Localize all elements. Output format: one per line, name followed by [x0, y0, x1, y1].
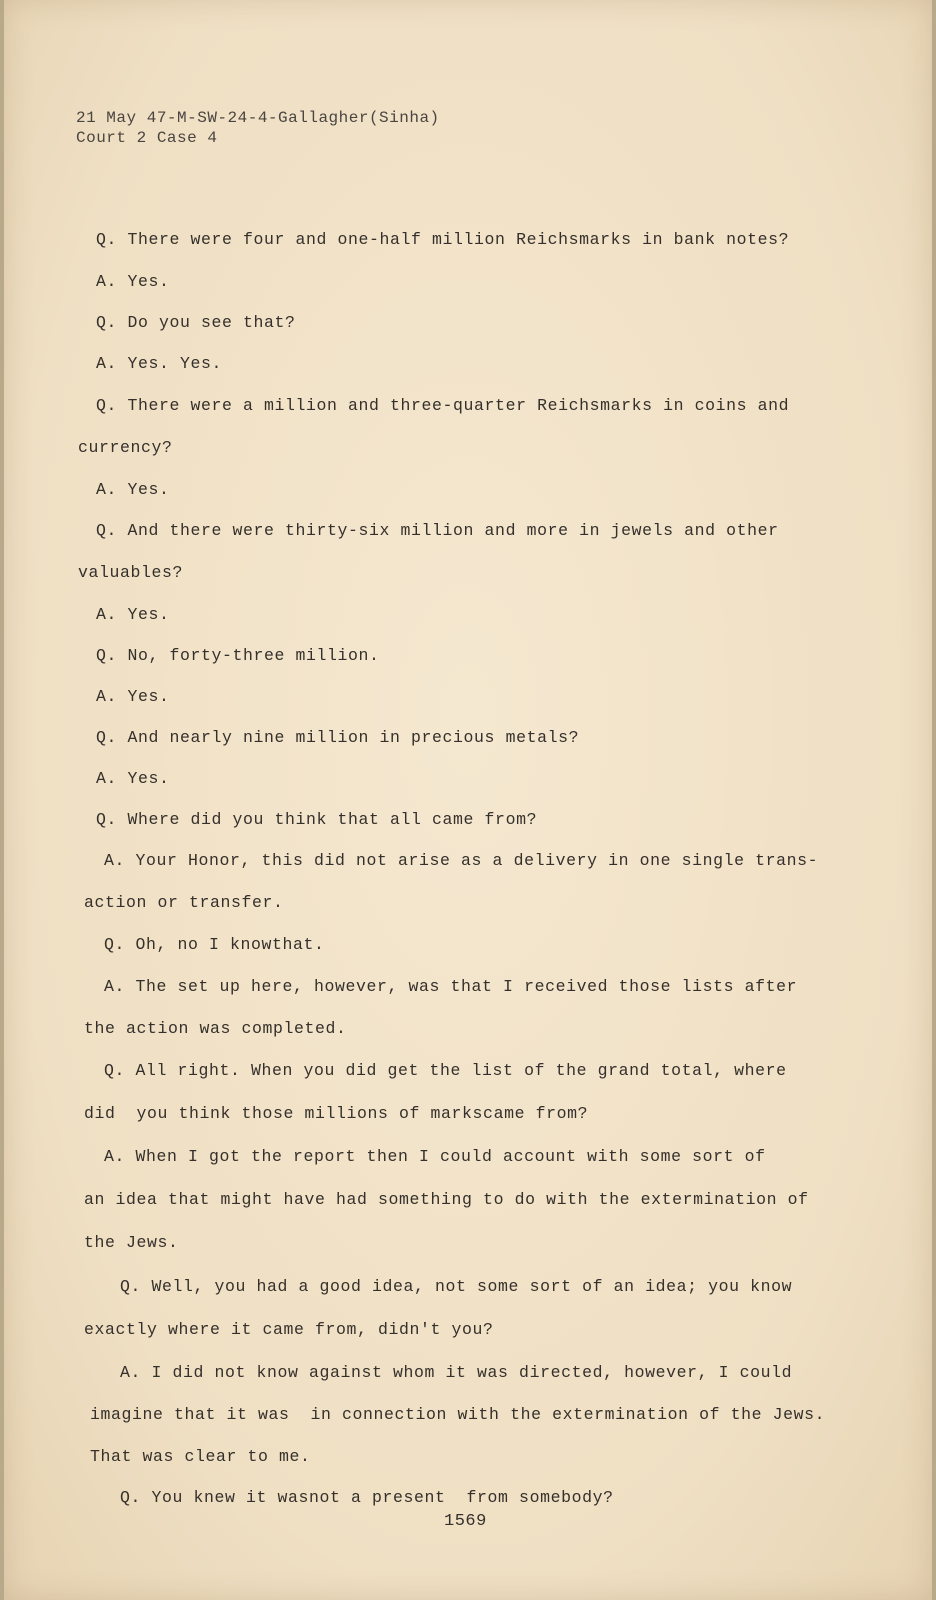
transcript-line: That was clear to me. — [90, 1447, 311, 1466]
transcript-line: Q. There were four and one-half million Reichsmarks in bank notes? — [96, 230, 790, 249]
transcript-line: the action was completed. — [84, 1019, 347, 1038]
transcript-line: valuables? — [78, 563, 184, 582]
transcript-line: imagine that it was in connection with the extermination of the Jews. — [90, 1405, 826, 1424]
transcript-line: Q. Do you see that? — [96, 313, 296, 332]
transcript-line: A. Yes. — [96, 769, 170, 788]
transcript-line: A. Your Honor, this did not arise as a delivery in one single trans- — [104, 851, 819, 870]
transcript-line: A. Yes. — [96, 605, 170, 624]
transcript-line: an idea that might have had something to do with the extermination of — [84, 1190, 809, 1209]
transcript-line: A. Yes. — [96, 480, 170, 499]
transcript-line: Q. Oh, no I knowthat. — [104, 935, 325, 954]
transcript-line: Q. All right. When you did get the list of the grand total, where — [104, 1061, 787, 1080]
transcript-line: A. Yes. — [96, 272, 170, 291]
transcript-line: Q. Where did you think that all came from? — [96, 810, 538, 829]
document-page — [4, 0, 932, 1600]
transcript-line: A. The set up here, however, was that I received those lists after — [104, 977, 798, 996]
transcript-line: the Jews. — [84, 1233, 179, 1252]
page-number: 1569 — [444, 1512, 487, 1531]
header-case-reference: 21 May 47-M-SW-24-4-Gallagher(Sinha) — [76, 109, 440, 127]
transcript-line: A. Yes. — [96, 687, 170, 706]
document-header — [76, 108, 440, 148]
transcript-line: A. I did not know against whom it was directed, however, I could — [120, 1363, 793, 1382]
transcript-line: currency? — [78, 438, 173, 457]
header-court-case: Court 2 Case 4 — [76, 129, 218, 147]
transcript-line: action or transfer. — [84, 893, 284, 912]
transcript-line: Q. And nearly nine million in precious metals? — [96, 728, 580, 747]
transcript-line: A. When I got the report then I could account with some sort of — [104, 1147, 766, 1166]
transcript-line: exactly where it came from, didn't you? — [84, 1320, 494, 1339]
transcript-line: Q. You knew it wasnot a present from somebody? — [120, 1488, 614, 1507]
transcript-line: Q. There were a million and three-quarter Reichsmarks in coins and — [96, 396, 790, 415]
transcript-line: Q. And there were thirty-six million and more in jewels and other — [96, 521, 779, 540]
transcript-line: Q. No, forty-three million. — [96, 646, 380, 665]
transcript-line: Q. Well, you had a good idea, not some sort of an idea; you know — [120, 1277, 793, 1296]
transcript-line: did you think those millions of markscame from? — [84, 1104, 589, 1123]
transcript-line: A. Yes. Yes. — [96, 354, 223, 373]
